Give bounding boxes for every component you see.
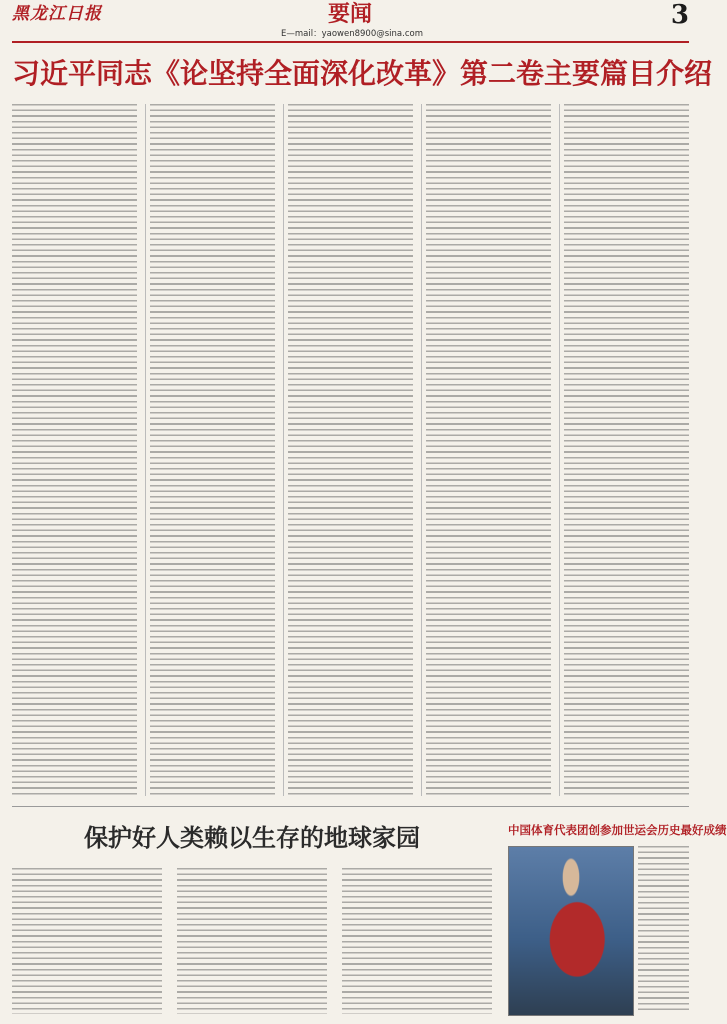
- second-story-headline: 保护好人类赖以生存的地球家园: [84, 823, 420, 852]
- page-number: 3: [670, 0, 689, 30]
- text-column: [177, 868, 327, 1014]
- section-divider: [12, 806, 689, 807]
- main-headline: 习近平同志《论坚持全面深化改革》第二卷主要篇目介绍: [12, 57, 713, 90]
- masthead-rule: [12, 41, 689, 43]
- text-column: [564, 104, 689, 796]
- section-email: E—mail：yaowen8900@sina.com: [281, 29, 423, 39]
- text-column: [342, 868, 492, 1014]
- text-column: [426, 104, 551, 796]
- text-column: [150, 104, 275, 796]
- photo-story-headline: 中国体育代表团创参加世运会历史最好成绩: [508, 823, 727, 837]
- column-divider: [145, 104, 146, 796]
- news-photo: [508, 846, 634, 1016]
- column-divider: [421, 104, 422, 796]
- text-column: [288, 104, 413, 796]
- main-story-columns: [12, 104, 689, 796]
- column-divider: [559, 104, 560, 796]
- section-title: 要闻: [327, 1, 372, 27]
- newspaper-logo: 黑龙江日报: [12, 4, 102, 24]
- column-divider: [283, 104, 284, 796]
- text-column: [12, 868, 162, 1014]
- second-story-columns: [12, 868, 492, 1014]
- text-column: [12, 104, 137, 796]
- masthead: [0, 0, 701, 44]
- photo-caption-text: [638, 846, 689, 1014]
